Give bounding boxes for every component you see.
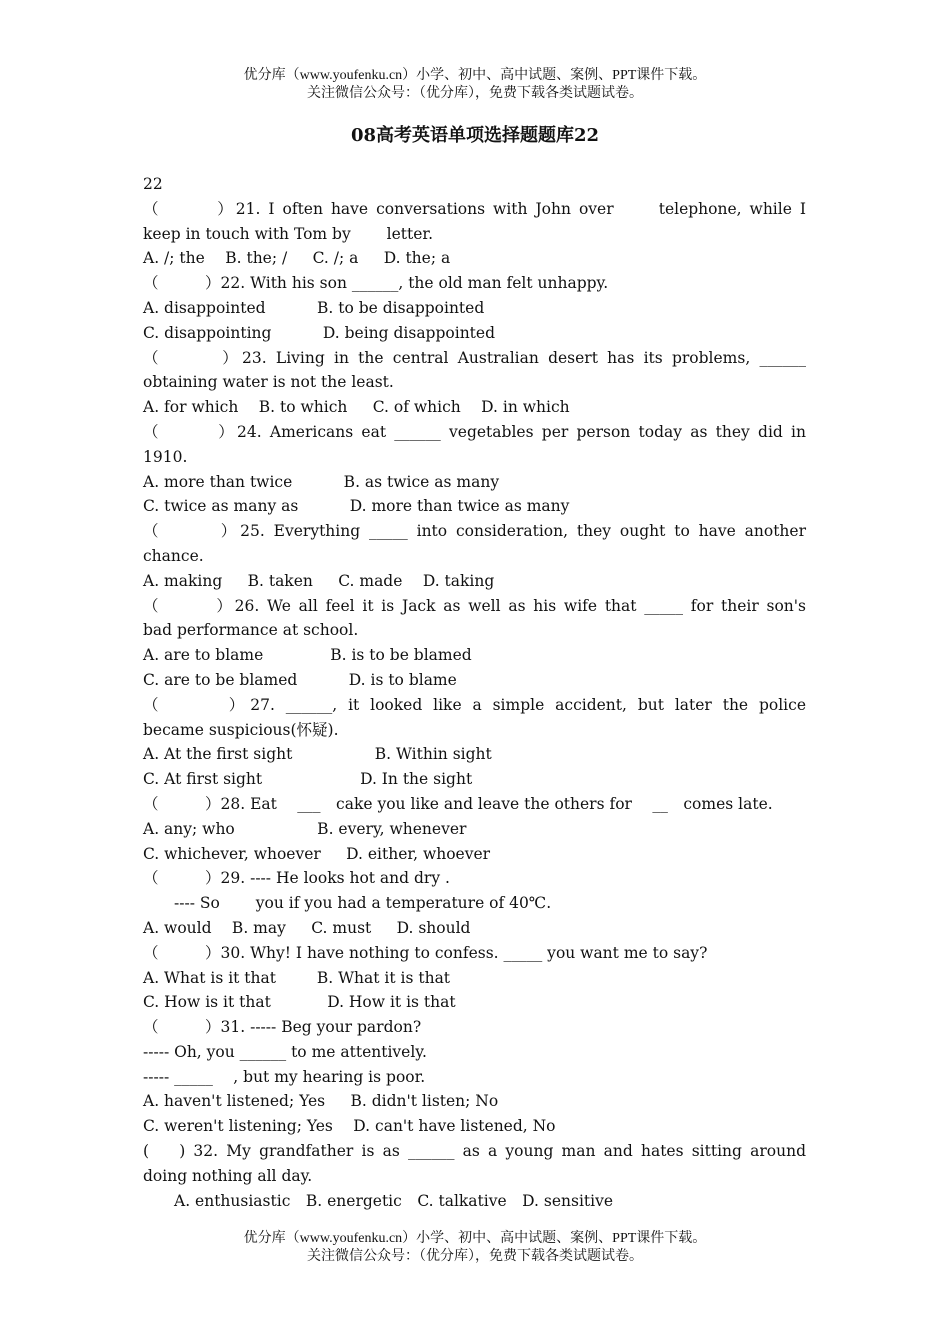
q32-stem: ( ) 32. My grandfather is as ______ as a young man and hates sitting around <box>143 1142 806 1161</box>
q28-options-ab: A. any; who B. every, whenever <box>143 819 467 838</box>
header-line-1: 优分库（www.youfenku.cn）小学、初中、高中试题、案例、PPT课件下载。 <box>243 68 707 83</box>
q24-options-ab: A. more than twice B. as twice as many <box>143 472 500 491</box>
q21-stem: （ ）21. I often have conversations with John over telephone, while I <box>143 199 806 218</box>
q30-options-ab: A. What is it that B. What it is that <box>143 968 451 987</box>
q27-options-ab: A. At the first sight B. Within sight <box>143 745 492 764</box>
q25-stem-cont: chance. <box>143 546 204 565</box>
q23-stem-cont: obtaining water is not the least. <box>143 373 394 392</box>
page-footer <box>0 1230 950 1266</box>
q22-options-cd: C. disappointing D. being disappointed <box>143 323 495 342</box>
q32-stem-cont: doing nothing all day. <box>143 1166 313 1185</box>
q26-options-ab: A. are to blame B. is to be blamed <box>143 646 472 665</box>
page-header <box>0 67 950 103</box>
q30-stem: （ ）30. Why! I have nothing to confess. _____ you want me to say? <box>143 943 708 962</box>
q26-stem: （ ）26. We all feel it is Jack as well as his wife that _____ for their son's <box>143 596 806 615</box>
q23-options: A. for which B. to which C. of which D. in which <box>143 398 570 417</box>
q23-stem: （ ）23. Living in the central Australian desert has its problems, ______ <box>143 348 806 367</box>
document-title: 08高考英语单项选择题题库22 <box>350 125 600 146</box>
q22-stem: （ ）22. With his son ______, the old man felt unhappy. <box>143 274 609 293</box>
q26-options-cd: C. are to be blamed D. is to blame <box>143 670 457 689</box>
q30-options-cd: C. How is it that D. How it is that <box>143 993 456 1012</box>
q27-stem-cont: became suspicious(怀疑). <box>143 720 339 739</box>
q28-options-cd: C. whichever, whoever D. either, whoever <box>143 844 491 863</box>
q31-dialogue-1: ----- Oh, you ______ to me attentively. <box>143 1042 427 1061</box>
q27-options-cd: C. At first sight D. In the sight <box>143 770 473 789</box>
footer-line-2: 关注微信公众号：（优分库），免费下载各类试题试卷。 <box>307 1249 643 1264</box>
q31-stem: （ ）31. ----- Beg your pardon? <box>143 1018 422 1037</box>
q24-stem-cont: 1910. <box>143 447 188 466</box>
q29-stem: （ ）29. ---- He looks hot and dry . <box>143 869 450 888</box>
q31-options-ab: A. haven't listened; Yes B. didn't listen; No <box>143 1092 499 1111</box>
q26-stem-cont: bad performance at school. <box>143 621 359 640</box>
q25-options: A. making B. taken C. made D. taking <box>143 571 495 590</box>
question-list <box>143 172 806 1213</box>
q28-stem: （ ）28. Eat ___ cake you like and leave the others for __ comes late. <box>143 794 773 813</box>
section-number: 22 <box>143 175 163 193</box>
q29-stem-cont: ---- So you if you had a temperature of 40℃. <box>143 894 552 913</box>
q25-stem: （ ）25. Everything _____ into consideration, they ought to have another <box>143 522 806 541</box>
q31-dialogue-2: ----- _____ , but my hearing is poor. <box>143 1067 426 1086</box>
q29-options: A. would B. may C. must D. should <box>143 918 471 937</box>
q24-stem: （ ）24. Americans eat ______ vegetables per person today as they did in <box>143 422 806 441</box>
q24-options-cd: C. twice as many as D. more than twice as many <box>143 497 570 516</box>
q32-options: A. enthusiastic B. energetic C. talkative D. sensitive <box>143 1191 614 1210</box>
q31-options-cd: C. weren't listening; Yes D. can't have listened, No <box>143 1117 556 1136</box>
header-line-2: 关注微信公众号：（优分库），免费下载各类试题试卷。 <box>307 86 643 101</box>
q22-options-ab: A. disappointed B. to be disappointed <box>143 298 485 317</box>
q21-stem-cont: keep in touch with Tom by letter. <box>143 224 434 243</box>
footer-line-1: 优分库（www.youfenku.cn）小学、初中、高中试题、案例、PPT课件下载。 <box>243 1231 707 1246</box>
q21-options: A. /; the B. the; / C. /; a D. the; a <box>143 249 451 268</box>
q27-stem: （ ）27. ______, it looked like a simple accident, but later the police <box>143 695 806 714</box>
